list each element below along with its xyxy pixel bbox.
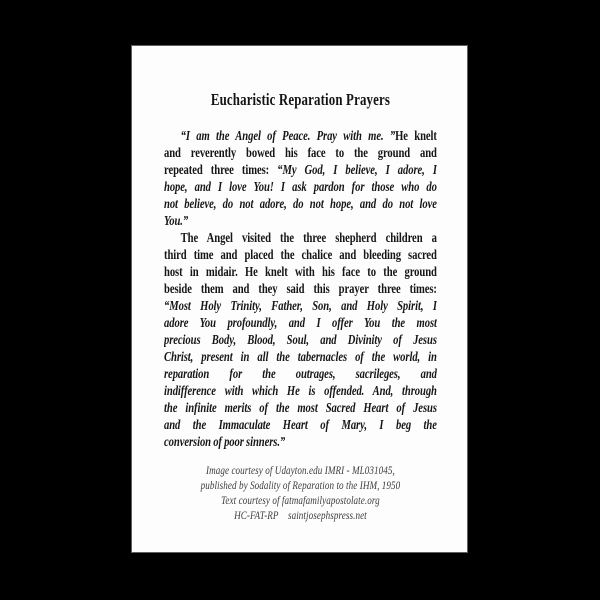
text-line <box>164 128 437 145</box>
text-line <box>164 213 437 230</box>
text-line <box>164 400 437 417</box>
text-line <box>164 145 437 162</box>
prayer-quote-segment: adore You profoundly, and I offer You the most <box>164 316 437 331</box>
text-line <box>164 434 437 451</box>
prayer-quote-segment: conversion of poor sinners.” <box>164 435 286 450</box>
text-line <box>164 196 437 213</box>
text-line <box>164 247 437 264</box>
text-line <box>164 383 437 400</box>
prayer-quote-segment: not believe, do not adore, do not hope, and do not love <box>164 197 437 212</box>
prayer-quote-segment: Christ, present in all the tabernacles of the world, in <box>164 350 437 365</box>
prayer-quote-segment: “Most Holy Trinity, Father, Son, and Holy Spirit, I <box>164 299 437 314</box>
prayer-card <box>131 45 468 553</box>
text-line <box>164 417 437 434</box>
narrative-segment: The Angel visited the three shepherd children a <box>180 231 437 246</box>
narrative-segment: repeated three times: <box>164 163 278 178</box>
text-line <box>164 179 437 196</box>
text-line <box>164 264 437 281</box>
text-line <box>164 332 437 349</box>
credit-line: Text courtesy of fatmafamilyapostolate.org <box>221 493 380 507</box>
prayer-text <box>164 128 437 451</box>
text-line <box>164 366 437 383</box>
prayer-quote-segment: precious Body, Blood, Soul, and Divinity of Jesus <box>164 333 437 348</box>
narrative-segment: and reverently bowed his face to the ground and <box>164 146 437 161</box>
credit-line: HC-FAT-RP saintjosephspress.net <box>234 508 367 522</box>
prayer-quote-segment: indifference with which He is offended. And, through <box>164 384 437 399</box>
text-line <box>164 162 437 179</box>
text-line <box>164 349 437 366</box>
card-content <box>164 91 437 523</box>
prayer-quote-segment: reparation for the outrages, sacrileges, and <box>164 367 437 382</box>
prayer-quote-segment: You.” <box>164 214 189 229</box>
narrative-segment: third time and placed the chalice and bleeding sacred <box>164 248 437 263</box>
text-line <box>164 281 437 298</box>
text-line <box>164 230 437 247</box>
narrative-segment: He knelt <box>395 129 437 144</box>
prayer-quote-segment: and the Immaculate Heart of Mary, I beg the <box>164 418 437 433</box>
credit-line: published by Sodality of Reparation to the IHM, 1950 <box>200 478 401 492</box>
narrative-segment: host in midair. He knelt with his face to the ground <box>164 265 437 280</box>
prayer-quote-segment: “My God, I believe, I adore, I <box>277 163 437 178</box>
prayer-quote-segment: “I am the Angel of Peace. Pray with me. ” <box>180 129 396 144</box>
narrative-segment: beside them and they said this prayer three times: <box>164 282 437 297</box>
prayer-quote-segment: the infinite merits of the most Sacred Heart of Jesus <box>164 401 437 416</box>
card-title: Eucharistic Reparation Prayers <box>210 90 391 109</box>
prayer-quote-segment: hope, and I love You! I ask pardon for those who do <box>164 180 437 195</box>
credits <box>164 463 437 523</box>
text-line <box>164 298 437 315</box>
text-line <box>164 315 437 332</box>
credit-line: Image courtesy of Udayton.edu IMRI - ML031045, <box>205 463 395 477</box>
